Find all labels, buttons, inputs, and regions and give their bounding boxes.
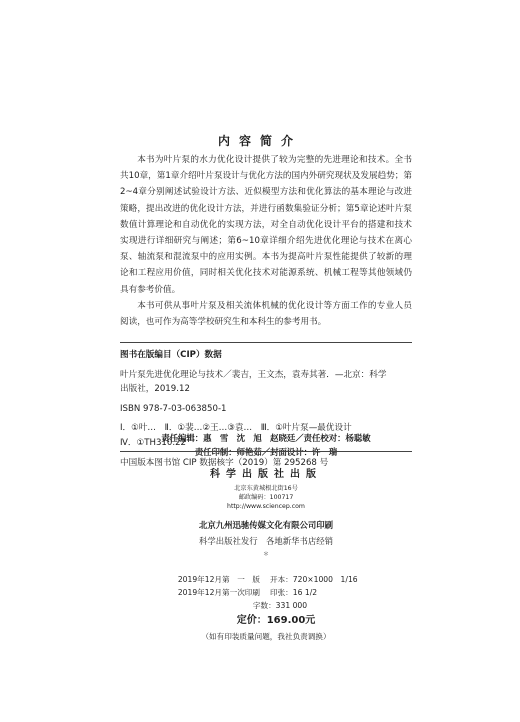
publisher-postcode: 邮政编码：100717	[238, 494, 294, 501]
cip-subject-line-2: Ⅳ．①TH310.22	[120, 437, 187, 448]
quality-note: （如有印装质量问题，我社负责调换）	[201, 632, 331, 642]
cip-title-line-2: 出版社，2019.12	[120, 384, 190, 395]
format-size: 开本：720×1000 1/16	[270, 575, 358, 584]
distribution: 科学出版社发行 各地新华书店经销	[199, 536, 333, 546]
price: 定价：169.00元	[236, 615, 316, 627]
summary-paragraph-2: 本书可供从事叶片泵及相关流体机械的优化设计等方面工作的专业人员阅读，也可作为高等学校研究生和本科生的参考用书。	[120, 300, 412, 328]
edition-date: 2019年12月第 一 版	[177, 575, 260, 584]
separator-asterisk: ＊	[262, 551, 269, 558]
summary-paragraph-1: 本书为叶片泵的水力优化设计提供了较为完整的先进理论和技术。全书共10章，第1章介绍叶片泵设计与优化方法的国内外研究现状及发展趋势；第2~4章分别阐述试验设计方法、近似模型方法和优化算法的基本理论与改进策略，提出改进的优化设计方法，并进行函数集验证分析；第5章论述叶片泵数值计算理论和自动优化的实现方法，对全自动优化设计平台的搭建和技术实现进行详细研究与阐述；第6~10章详细介绍先进优化理论与技术在离心泵、轴流泵和混流泵中的应用实例。本书为提高叶片泵性能提供了较新的理论和工程应用价值，同时相关优化技术对能源系统、机械工程等其他领域仍具有参考价值。	[120, 155, 412, 295]
cip-title-line-1: 叶片泵先进优化理论与技术／裴吉，王文杰，袁寿其著．—北京：科学	[120, 369, 387, 380]
publisher-website: http://www.sciencep.com	[227, 503, 305, 510]
page-title: 内容简介	[217, 134, 302, 148]
divider-top	[120, 342, 412, 343]
divider-middle	[120, 451, 412, 452]
edition-info	[120, 574, 412, 644]
publisher-address: 北京东黄城根北街16号	[234, 485, 298, 492]
cip-subject-line-1: Ⅰ．①叶… Ⅱ．①裴…②王…③袁… Ⅲ．①叶片泵—最优设计	[120, 423, 352, 434]
publisher-name: 科学出版社出版	[210, 469, 322, 480]
printing-date: 2019年12月第一次印刷	[177, 587, 260, 597]
edition-row-2	[120, 587, 412, 600]
cip-heading: 图书在版编目（CIP）数据	[120, 350, 222, 360]
editorial-credits	[120, 431, 412, 459]
word-count: 字数：331 000	[252, 600, 308, 610]
cip-library-record: 中国版本图书馆 CIP 数据核字（2019）第 295268 号	[120, 457, 329, 468]
edition-row-1	[120, 574, 412, 587]
credits-line-1: 责任编辑：惠 雪 沈 旭 赵晓廷／责任校对：杨聪敏	[161, 433, 371, 443]
publisher-block	[120, 466, 412, 561]
cip-isbn: ISBN 978-7-03-063850-1	[120, 403, 227, 414]
content-summary	[120, 152, 412, 330]
printer: 北京九州迅驰传媒文化有限公司印刷	[199, 520, 333, 530]
credits-line-2: 责任印制：师艳茹／封面设计：许 瑞	[194, 447, 338, 457]
printed-sheets: 印张：16 1/2	[270, 587, 318, 597]
